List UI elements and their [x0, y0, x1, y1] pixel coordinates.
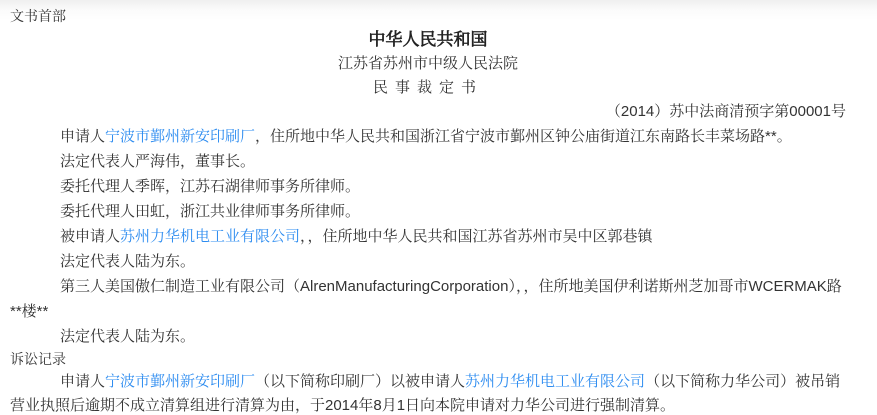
title-court-name: 江苏省苏州市中级人民法院	[337, 55, 518, 72]
case-number: （2014）苏中法商清预字第00001号	[605, 103, 846, 120]
paragraph-agent-1: 委托代理人季晖，江苏石湖律师事务所律师。	[60, 178, 361, 195]
title-country: 中华人民共和国	[368, 30, 488, 49]
link-record-respondent-company[interactable]: 苏州力华机电工业有限公司	[465, 373, 646, 390]
respondent-prefix: 被申请人	[60, 228, 121, 245]
document-body	[10, 124, 846, 415]
paragraph-litigation-record	[10, 370, 846, 415]
paragraph-applicant	[10, 124, 846, 149]
paragraph-agent-2: 委托代理人田虹，浙江共业律师事务所律师。	[60, 203, 361, 220]
paragraph-respondent-representative: 法定代表人陆为东。	[60, 253, 196, 270]
record-seg-3: （以下简称力华公司）被吊销营业执照后逾期不成立清算组进行清算为由，于2014年8月1日向本院申请对力华公司进行强制清算。	[10, 373, 841, 414]
paragraph-respondent	[10, 224, 846, 249]
title-document-type: 民事裁定书	[372, 79, 483, 96]
section-label-litigation-record: 诉讼记录	[10, 351, 66, 367]
paragraph-applicant-representative: 法定代表人严海伟，董事长。	[60, 153, 256, 170]
respondent-address: ，，住所地中华人民共和国江苏省苏州市吴中区郭巷镇	[300, 228, 653, 245]
record-seg-1: 申请人	[60, 373, 106, 390]
paragraph-third-party-representative: 法定代表人陆为东。	[60, 328, 196, 345]
record-seg-2: （以下简称印刷厂）以被申请人	[255, 373, 466, 390]
paragraph-third-party: 第三人美国傲仁制造工业有限公司（AlrenManufacturingCorporation），，住所地美国伊利诺斯州芝加哥市WCERMAK路**楼**	[10, 278, 842, 320]
link-record-applicant-company[interactable]: 宁波市鄞州新安印刷厂	[105, 373, 256, 390]
link-respondent-company[interactable]: 苏州力华机电工业有限公司	[120, 228, 301, 245]
applicant-address: ，住所地中华人民共和国浙江省宁波市鄞州区钟公庙街道江东南路长丰菜场路**。	[255, 128, 792, 145]
section-label-document-header: 文书首部	[10, 8, 66, 24]
link-applicant-company[interactable]: 宁波市鄞州新安印刷厂	[105, 128, 256, 145]
applicant-prefix: 申请人	[60, 128, 106, 145]
